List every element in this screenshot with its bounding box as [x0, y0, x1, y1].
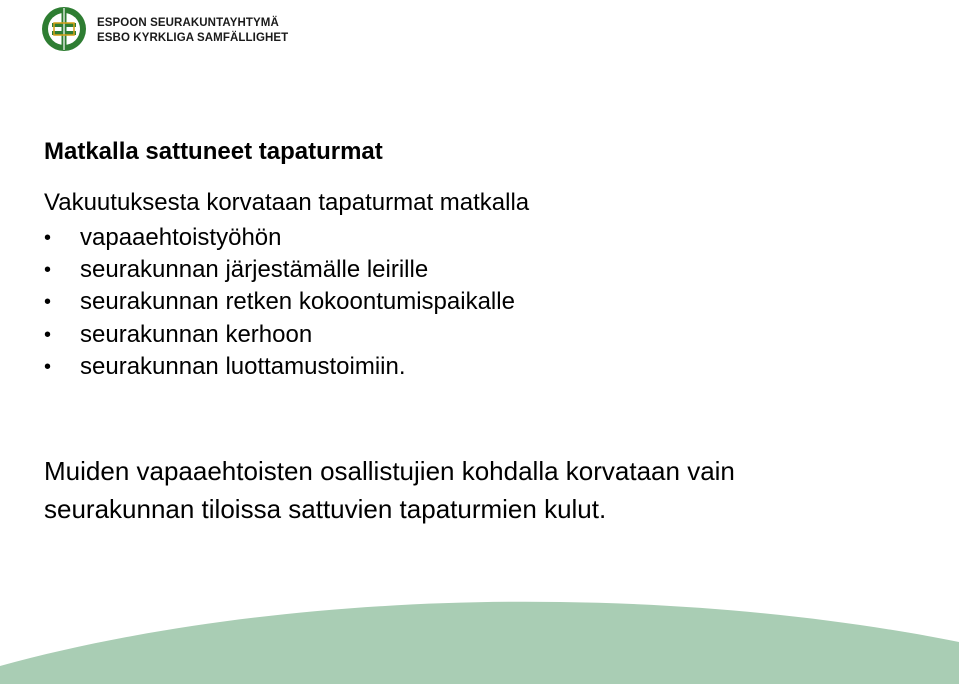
organization-name-sv: ESBO KYRKLIGA SAMFÄLLIGHET: [97, 32, 289, 44]
slide-title: Matkalla sattuneet tapaturmat: [44, 138, 383, 165]
cross-logo-icon: [40, 5, 88, 53]
bullet-dot: •: [44, 291, 52, 314]
footer-wave-shape: [0, 602, 959, 684]
bullet-item: [44, 222, 515, 254]
bullet-text: seurakunnan järjestämälle leirille: [80, 256, 429, 284]
bullet-dot: •: [44, 227, 52, 249]
organization-name: [97, 16, 288, 46]
bullet-item: [44, 286, 515, 318]
footer-wave: [0, 594, 959, 684]
bullet-text: seurakunnan kerhoon: [80, 320, 313, 348]
bullet-item: [44, 254, 515, 286]
intro-text: Vakuutuksesta korvataan tapaturmat matkalla: [44, 189, 530, 216]
bullet-item: [44, 351, 515, 383]
organization-name-fi: ESPOON SEURAKUNTAYHTYMÄ: [97, 17, 279, 29]
bullet-dot: •: [44, 355, 52, 378]
bullet-list: [44, 222, 515, 383]
bullet-text: seurakunnan retken kokoontumispaikalle: [80, 288, 515, 316]
bullet-text: seurakunnan luottamustoimiin.: [80, 352, 406, 380]
closing-paragraph: [44, 452, 735, 528]
closing-line: Muiden vapaaehtoisten osallistujien kohdalla korvataan vain: [44, 456, 735, 486]
bullet-item: [44, 319, 515, 351]
bullet-text: vapaaehtoistyöhön: [80, 224, 282, 251]
closing-line: seurakunnan tiloissa sattuvien tapaturmien kulut.: [44, 494, 607, 524]
bullet-dot: •: [44, 323, 52, 346]
logo: [40, 5, 289, 55]
bullet-dot: •: [44, 259, 52, 282]
